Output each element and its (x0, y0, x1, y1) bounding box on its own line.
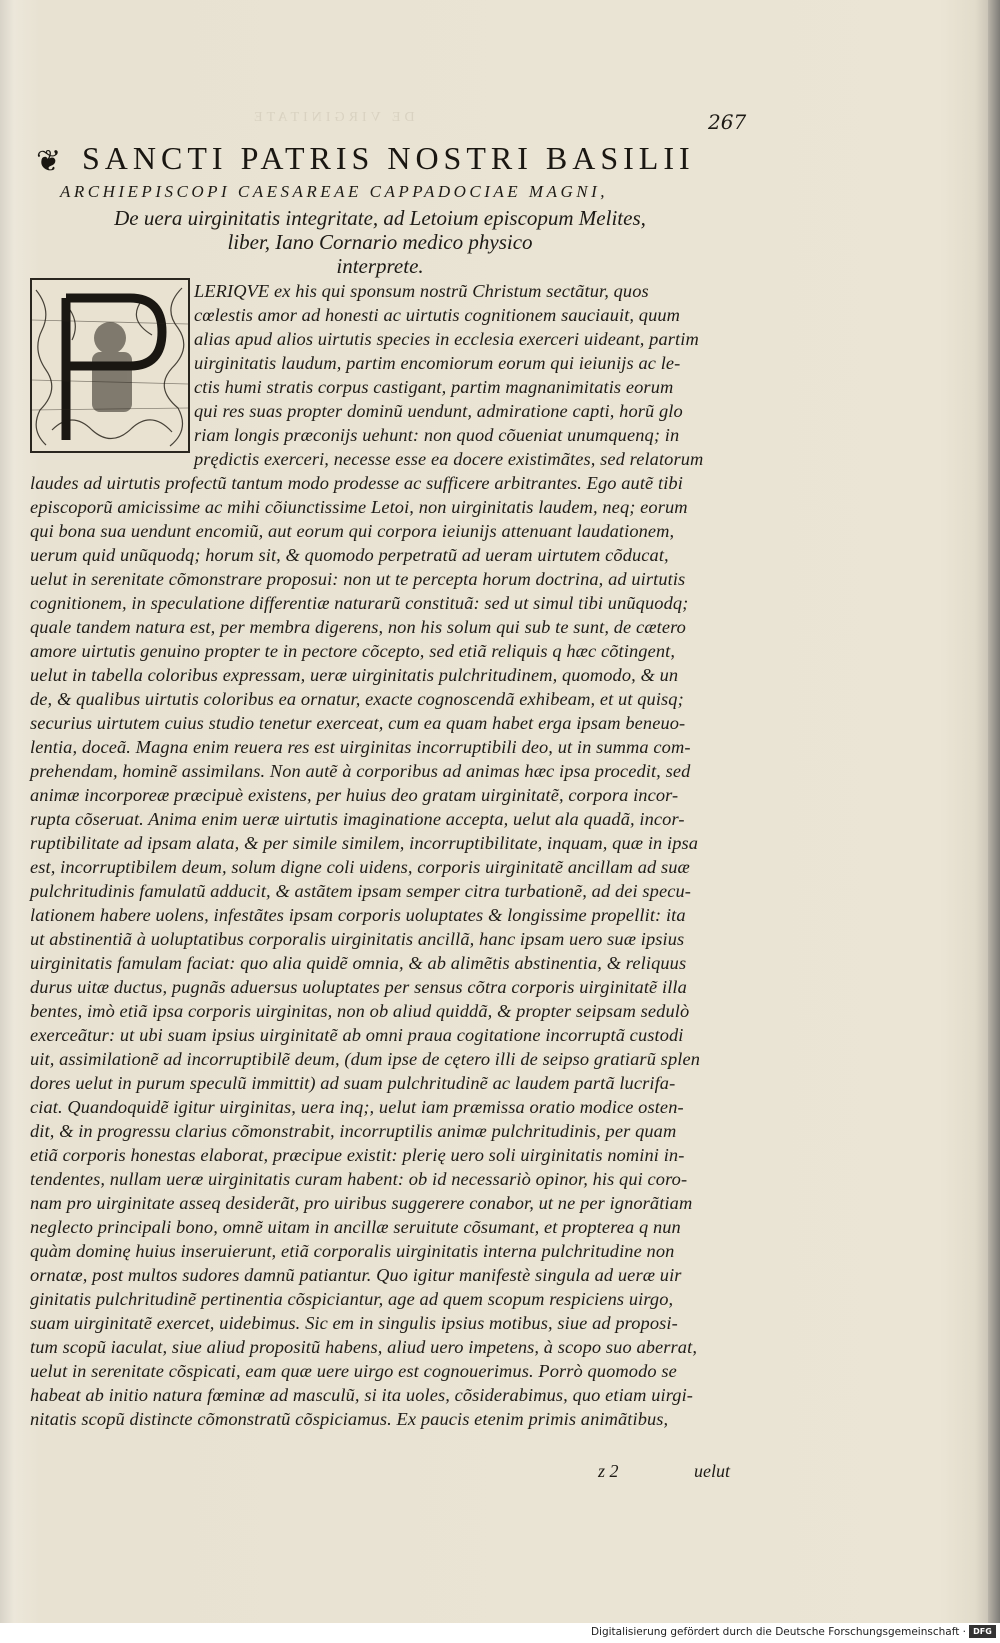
body-line: lentia, doceã. Magna enim reuera res est uirginitas incorruptibili deo, ut in summa com- (30, 737, 691, 757)
body-line: dores uelut in purum speculũ immittit) ad suam pulchritudinẽ ac laudem partã lucrifa- (30, 1073, 676, 1093)
body-line: nitatis scopũ distincte cõmonstratũ cõspiciamus. Ex paucis etenim primis animãtibus, (30, 1409, 669, 1429)
body-line: laudes ad uirtutis profectũ tantum modo prodesse ac sufficere arbitrantes. Ego autẽ tibi (30, 473, 683, 493)
show-through-text: DE VIRGINITATE (250, 110, 415, 125)
fleuron-icon: ❦ (36, 145, 67, 179)
body-line: prehendam, hominẽ assimilans. Non autẽ à corporibus ad animas hæc ipsa procedit, sed (30, 761, 691, 781)
body-line: etiã corporis honestas elaborat, præcipue existit: plerię uero soli uirginitatis nomini in- (30, 1145, 685, 1165)
catchword: uelut (694, 1461, 730, 1481)
body-line: LERIQVE ex his qui sponsum nostrũ Christum sectãtur, quos (194, 281, 649, 301)
body-line: uirginitatis laudum, partim encomiorum eorum qui ieiunijs ac le- (194, 353, 681, 373)
body-line: nam pro uirginitate asseq desiderãt, pro uiribus suggerere conabor, ut ne per ignorãtiam (30, 1193, 693, 1213)
body-line: cognitionem, in speculatione differentiæ naturarũ constituã: sed ut simul tibi unũquodq; (30, 593, 689, 613)
body-line: quale tandem natura est, per membra digerens, non his solum qui sub te sunt, de cætero (30, 617, 686, 637)
footer-credit: Digitalisierung gefördert durch die Deutsche Forschungsgemeinschaft · (590, 1626, 966, 1638)
body-line: uit, assimilationẽ ad incorruptibilẽ deum, (dum ipse de cętero illi de seipso gratiarũ splen (30, 1049, 701, 1069)
body-line: riam longis præconijs uehunt: non quod cõueniat unumquenq; in (194, 425, 680, 445)
body-line: alias apud alios uirtutis species in ecclesia exerceri uideant, partim (194, 329, 699, 349)
body-line: animæ incorporeæ præcipuè existens, per huius deo gratam uirginitatẽ, corpora incor- (30, 785, 679, 805)
body-line: ginitatis pulchritudinẽ pertinentia cõspiciantur, age ad quem scopum respiciens uirgo, (30, 1289, 674, 1309)
page-number: 267 (708, 110, 747, 134)
body-line: neglecto principali bono, omnẽ uitam in ancillæ seruitute cõsumant, et propterea q nun (30, 1217, 681, 1237)
heading-line-1: De uera uirginitatis integritate, ad Letoium episcopum Melites, (114, 206, 646, 230)
body-line: tendentes, nullam ueræ uirginitatis curam habent: ob id necessariò opinor, his qui coro- (30, 1169, 688, 1189)
body-line: de, & qualibus uirtutis coloribus ea ornatur, exacte cognoscendã exhibeam, et ut quisq; (30, 689, 684, 709)
body-line: durus uitæ ductus, pugnãs aduersus uoluptates per sensus cõtra corporis uirginitatẽ illa (30, 977, 687, 997)
body-line: est, incorruptibilem deum, solum digne coli uidens, corporis uirginitatẽ ancillam ad suæ (30, 857, 690, 877)
title-text: SANCTI PATRIS NOSTRI BASILII (82, 140, 695, 176)
subtitle: ARCHIEPISCOPI CAESAREAE CAPPADOCIAE MAGNI, (60, 182, 608, 201)
body-line: uelut in tabella coloribus expressam, ueræ uirginitatis pulchritudinem, quomodo, & un (30, 665, 679, 685)
body-line: ornatæ, post multos sudores damnũ patiantur. Quo igitur manifestè singula ad ueræ uir (30, 1265, 682, 1285)
body-line: ut abstinentiã à uoluptatibus corporalis uirginitatis ancillã, hanc ipsam uero suæ ipsius (30, 929, 685, 949)
body-line: securius uirtutem cuius studio tenetur exerceat, cum ea quam habet erga ipsam beneuo- (30, 713, 686, 733)
body-line: uirginitatis famulam faciat: quo alia quidẽ omnia, & ab alimẽtis abstinentia, & reliquus (30, 953, 687, 973)
dfg-logo-icon: DFG (969, 1625, 996, 1638)
body-line: uerum quid unũquodq; horum sit, & quomodo perpetratũ ad ueram uirtutem cõducat, (30, 545, 669, 565)
body-line: episcoporũ amicissime ac mihi cõiunctissime Letoi, non uirginitatis laudem, neq; eorum (30, 497, 688, 517)
body-line: bentes, imò etiã ipsa corporis uirginitas, non ob aliud quiddã, & propter seipsam sedulò (30, 1001, 690, 1021)
body-line: qui res suas propter dominũ uendunt, admiratione capti, horũ glo (194, 401, 683, 421)
body-line: uelut in serenitate cõmonstrare proposui: non ut te percepta horum doctrina, ad uirtutis (30, 569, 686, 589)
body-line: ciat. Quandoquidẽ igitur uirginitas, uera inq;, uelut iam præmissa oratio modice osten- (30, 1097, 684, 1117)
body-line: lationem habere uolens, infestãtes ipsam corporis uoluptates & longissime propellit: ita (30, 905, 686, 925)
heading-line-3: interprete. (336, 254, 424, 278)
body-line: ruptibilitate ad ipsam alata, & per simile similem, incorruptibilitate, inquam, quæ in ipsa (30, 833, 699, 853)
body-line: suam uirginitatẽ exercet, uidebimus. Sic em in singulis ipsius motibus, siue ad proposi- (30, 1313, 678, 1333)
body-line: uelut in serenitate cõspicati, eam quæ uere uirgo est cognouerimus. Porrò quomodo se (30, 1361, 677, 1381)
body-line: dit, & in progressu clarius cõmonstrabit, incorruptilis animæ pulchritudinis, per quam (30, 1121, 677, 1141)
body-line: quàm dominę huius inseruierunt, etiã corporalis uirginitatis interna pulchritudine non (30, 1241, 675, 1261)
body-line: prędictis exerceri, necesse esse ea docere existimãtes, sed relatorum (194, 449, 704, 469)
body-line: cœlestis amor ad honesti ac uirtutis cognitionem sauciauit, quum (194, 305, 681, 325)
body-line: pulchritudinis famulatũ adducit, & astãtem ipsam semper citra turbationẽ, ad dei specu- (30, 881, 692, 901)
body-line: ctis humi stratis corpus castigant, partim magnanimitatis eorum (194, 377, 674, 397)
body-line: exerceãtur: ut ubi suam ipsius uirginitatẽ ab omni praua cogitatione incorruptã custodi (30, 1025, 684, 1045)
body-line: qui bona sua uendunt encomiũ, aut eorum qui corpora ieiunijs attenuant laudationem, (30, 521, 675, 541)
body-line: rupta cõseruat. Anima enim ueræ uirtutis imaginatione accepta, uelut ala quadã, incor- (30, 809, 685, 829)
heading-line-2: liber, Iano Cornario medico physico (227, 230, 533, 254)
body-line: habeat ab initio natura fœminæ ad masculũ, si ita uoles, cõsiderabimus, quo etiam uirgi- (30, 1385, 694, 1405)
signature-mark: z 2 (598, 1461, 619, 1481)
body-line: tum scopũ iaculat, siue aliud propositũ habens, aliud uero impetens, à scopo suo aberrat, (30, 1337, 698, 1357)
body-line: amore uirtutis genuino propter te in pectore cõcepto, sed etiã reliquis q hæc cõtingent, (30, 641, 676, 661)
